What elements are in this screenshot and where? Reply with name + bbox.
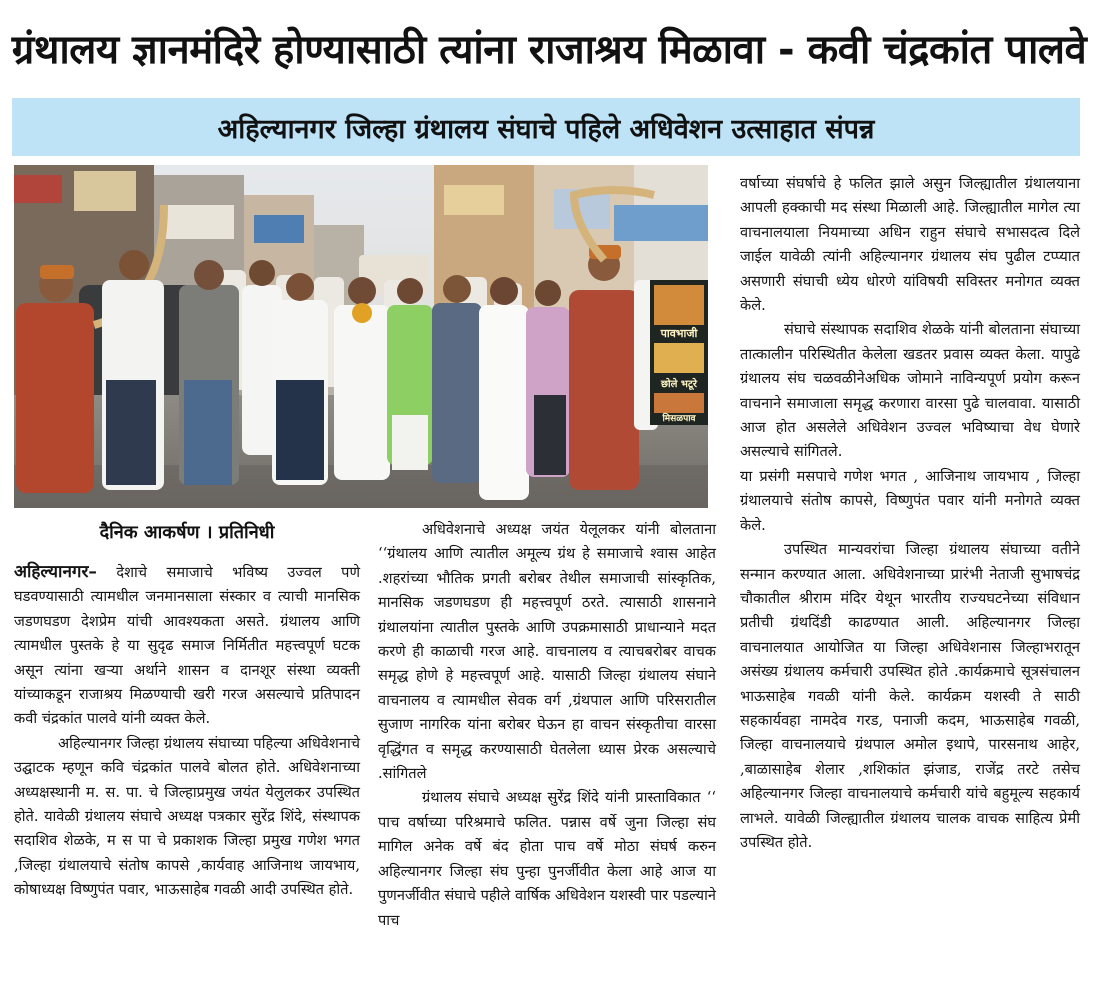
article-col3-para3: या प्रसंगी मसपाचे गणेश भगत , आजिनाथ जायभाय , जिल्हा ग्रंथालयाचे संतोष कापसे, विष्णुपंत पवार यांनी मनोगते व्यक्त केले. (740, 467, 1080, 534)
photo-sign-misal: मिसळपाव (662, 414, 696, 424)
article-col2-para2: ग्रंथालय संघाचे अध्यक्ष सुरेंद्र शिंदे यांनी प्रास्ताविकात ‘‘ पाच वर्षाच्या परिश्रमाचे फलित. पन्नास वर्षे जुना जिल्हा संघ मागिल अनेक वर्षे बंद होता पाच वर्षे मोठा संघर्ष करुन अहिल्यानगर जिल्हा संघ पुन्हा पुनर्जीवीत केला आहे आज या पुणनर्जीवीत संघाचे पहीले वार्षिक अधिवेशन यशस्वी पार पडल्याने पाच (378, 789, 716, 929)
article-col2-para1: अधिवेशनाचे अध्यक्ष जयंत येलूलकर यांनी बोलताना ‘‘ग्रंथालय आणि त्यातील अमूल्य ग्रंथ हे समाजाचे श्वास आहेत .शहरांच्या भौतिक प्रगती बरोबर तेथील समाजाची सांस्कृतिक, मानसिक जडणघडण ही महत्त्वपूर्ण ठरते. त्यासाठी शासनाने ग्रंथालयांना त्यातील पुस्तके आणि उपक्रमासाठी प्राधान्याने मदत करणे ही काळाची गरज आहे. वाचनालय व त्याचबरोबर वाचक समृद्ध होणे हे महत्त्वपूर्ण आहे. यासाठी जिल्हा ग्रंथालय संघाने वाचनालय व त्यामधील सेवक वर्ग ,ग्रंथपाल आणि परिसरातील सुजाण नागरिक यांना बरोबर घेऊन हा वाचन संस्कृतीचा वारसा वृद्धिंगत व समृद्ध करण्यासाठी घेतलेला ध्यास प्रेरक असल्याचे .सांगितले (378, 521, 716, 783)
byline: दैनिक आकर्षण । प्रतिनिधी (99, 522, 275, 543)
subheadline-banner (12, 98, 1080, 156)
photo-sign-chole: छोले भटूरे (660, 379, 698, 390)
article-col1-para1 (14, 560, 360, 732)
news-photo (14, 165, 708, 508)
article-column-3 (740, 172, 1080, 855)
article-col3-para4: उपस्थित मान्यवरांचा जिल्हा ग्रंथालय संघाच्या वतीने सन्मान करण्यात आला. अधिवेशनाच्या प्रारंभी नेताजी सुभाषचंद्र चौकातील श्रीराम मंदिर येथून भारतीय राज्यघटनेच्या संविधान प्रतीची ग्रंथदिंडी काढण्यात आली. अहिल्यानगर जिल्हा वाचनालयात आयोजित या जिल्हा अधिवेशनास जिल्हाभरातून असंख्य ग्रंथालय कर्मचारी उपस्थित होते .कार्यक्रमाचे सूत्रसंचालन भाऊसाहेब गवळी यांनी केले. कार्यक्रम यशस्वी ते साठी सहकार्यवहा नामदेव गरड, पनाजी कदम, भाऊसाहेब गवळी, जिल्हा वाचनालयाचे ग्रंथपाल अमोल इथापे, पारसनाथ आहेर, ,बाळासाहेब शेलार ,शशिकांत झंजाड, राजेंद्र तरटे तसेच अहिल्यानगर जिल्हा वाचनालयाचे कर्मचारी यांचे बहुमूल्य सहकार्य लाभले. यावेळी जिल्ह्यातील ग्रंथालय चालक वाचक साहित्य प्रेमी उपस्थित होते. (740, 541, 1080, 851)
dateline: अहिल्यानगर– (14, 562, 97, 582)
photo-sign-pavbhaji: पावभाजी (660, 327, 698, 340)
article-col1-para1-text: देशाचे समाजाचे भविष्य उज्वल पणे घडवण्यासाठी त्यामधील जनमानसाला संस्कार व त्याची मानसिक जडणघडण देशप्रेम यांची आवश्यकता असते. ग्रंथालय आणि त्यामधील पुस्तके हे या सुदृढ समाज निर्मितीत महत्त्वपूर्ण घटक असून त्यांना खऱ्या अर्थाने शासन व दानशूर संस्था व्यक्ती यांच्याकडून राजाश्रय मिळण्याची खरी गरज असल्याचे प्रतिपादन कवी चंद्रकांत पालवे यांनी व्यक्त केले. (14, 564, 360, 728)
headline: ग्रंथालय ज्ञानमंदिरे होण्यासाठी त्यांना राजाश्रय मिळावा - कवी चंद्रकांत पालवे (11, 26, 1087, 73)
article-column-1 (14, 560, 360, 903)
article-col1-para2: अहिल्यानगर जिल्हा ग्रंथालय संघाच्या पहिल्या अधिवेशनाचे उद्घाटक म्हणून कवि चंद्रकांत पालवे बोलत होते. अधिवेशनाच्या अध्यक्षस्थानी म. स. पा. चे जिल्हाप्रमुख जयंत येलुलकर उपस्थित होते. यावेळी ग्रंथालय संघाचे अध्यक्ष पत्रकार सुरेंद्र शिंदे, संस्थापक सदाशिव शेळके, म स पा चे प्रकाशक जिल्हा प्रमुख गणेश भगत ,जिल्हा ग्रंथालयाचे संतोष कापसे ,कार्यवाह आजिनाथ जायभाय, कोषाध्यक्ष विष्णुपंत पवार, भाऊसाहेब गवळी आदी उपस्थित होते. (14, 734, 360, 899)
article-col3-para1: वर्षाच्या संघर्षाचे हे फलित झाले असुन जिल्ह्यातील ग्रंथालयाना आपली हक्काची मद संस्था मिळाली आहे. जिल्ह्यातील मागेल त्या वाचनालयाला नियमाच्या अधिन राहुन संघाचे सभासदत्व दिले जाईल यावेळी त्यांनी अहिल्यानगर ग्रंथालय संघ पुढील टप्प्यात असणारी संघाची ध्येय धोरणे यांविषयी सविस्तर मनोगत व्यक्त केले. (740, 175, 1080, 315)
article-column-2 (378, 518, 716, 933)
subheadline: अहिल्यानगर जिल्हा ग्रंथालय संघाचे पहिले अधिवेशन उत्साहात संपन्न (217, 113, 875, 145)
article-col3-para2: संघाचे संस्थापक सदाशिव शेळके यांनी बोलताना संघाच्या तात्कालीन परिस्थितीत केलेला खडतर प्रवास व्यक्त केला. यापुढे ग्रंथालय संघ चळवळीनेअधिक जोमाने नाविन्यपूर्ण प्रयोग करून वाचनाने समाजाला समृद्ध करणारा वारसा पुढे चालवावा. यासाठी आज होत असलेले अधिवेशन उज्वल भविष्याचा वेध घेणारे असल्याचे सांगितले. (740, 321, 1080, 461)
